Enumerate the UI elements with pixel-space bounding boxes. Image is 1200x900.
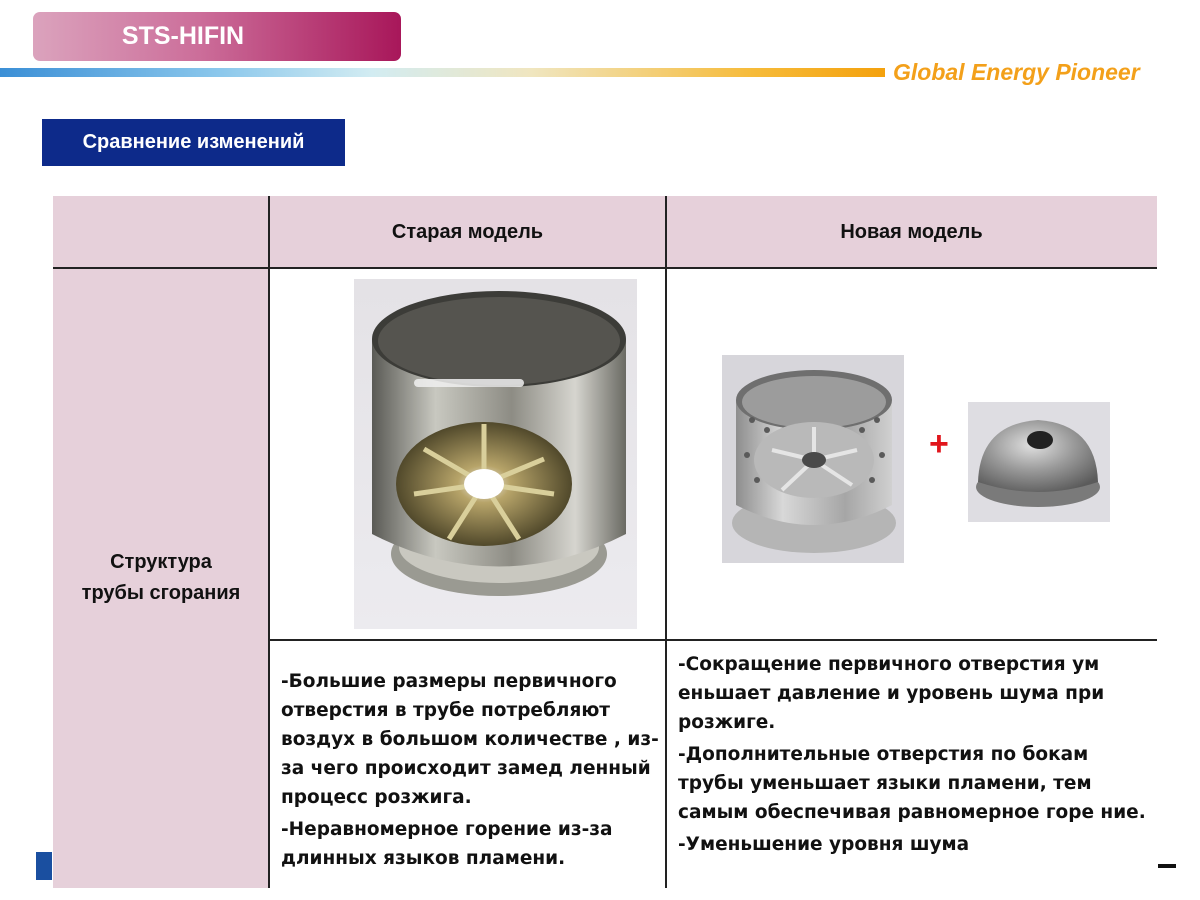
old-tube-photo [354,279,637,629]
tagline: Global Energy Pioneer [893,59,1140,85]
comparison-table [53,196,1157,888]
new-desc-line: -Дополнительные отверстия по бокам трубы уменьшает языки пламени, тем самым обеспечивая равномерное горе ние. [678,744,1146,823]
row-label: Структура трубы сгорания [81,551,241,604]
header-old-model [269,196,666,268]
page-mark [1158,864,1176,868]
new-desc-line: -Сокращение первичного отверстия ум еньшает давление и уровень шума при розжиге. [678,654,1105,733]
cap-icon [968,402,1110,522]
new-tube-photo [722,355,904,563]
new-desc-line: -Уменьшение уровня шума [678,834,970,855]
row-label-cell [53,268,269,888]
cap-photo [968,402,1110,522]
header-gradient-rule [0,68,885,77]
new-model-description [678,650,1148,862]
old-desc-line: -Неравномерное горение из-за длинных языков пламени. [281,819,613,869]
header-new-model [666,196,1157,268]
header-empty-cell [53,196,269,268]
brand-banner [33,12,401,61]
old-model-heading: Старая модель [391,220,544,243]
section-title: Сравнение изменений [42,119,345,166]
old-desc-line: -Большие размеры первичного отверстия в трубе потребляют воздух в большом количестве , из-за чего происходит замед ленный процесс розжига. [281,671,659,808]
brand-name: STS-HIFIN [121,22,245,50]
logo-fragment [36,852,52,880]
new-model-heading: Новая модель [840,220,983,243]
new-tube-icon [722,355,904,563]
old-model-description [281,667,661,876]
plus-sign: + [929,425,949,463]
old-tube-icon [354,279,637,629]
